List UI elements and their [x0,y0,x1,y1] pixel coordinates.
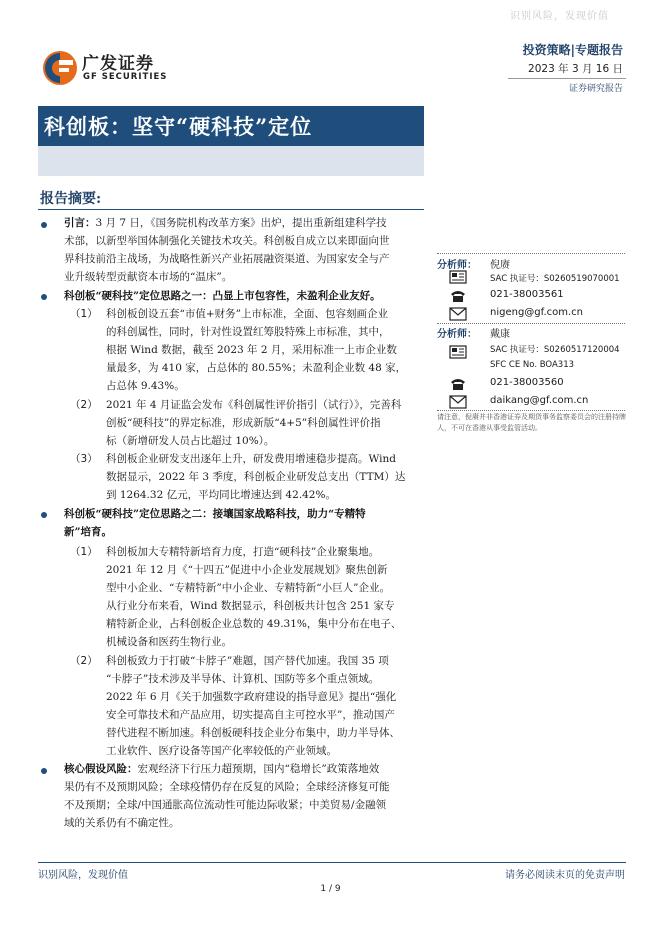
phone-icon [449,289,467,303]
bullet-icon [41,222,47,228]
summary-divider [38,209,424,210]
section2-item-1: 科创板加大专精特新培育力度，打造“硬科技”企业聚集地。 2021 年 12 月《“十四五”促进中小企业发展规划》聚焦创新 型中小企业、“专精特新”中小企业、专精特新“小巨人”企业。 从行业分布来看，Wind 数据显示，科创板共计包含 251 家专 精特新企业，占科创板企业总数的 49.31%，集中分布在电子、 机械设备和医药生物行业。 [106,546,402,648]
footer-slogan: 识别风险，发现价值 [38,870,128,881]
risk-paragraph: 核心假设风险：宏观经济下行压力超预期，国内“稳增长”政策落地效 果仍有不及预期风险；全球疫情仍存在反复的风险；全球经济修复可能 不及预期；全球/中国通胀高位流动性可能边际收紧；中美贸易/金融领 域的关系仍有不确定性。 [64,763,390,829]
item-number: （2） [70,655,98,667]
section2-heading: 科创板“硬科技”定位思路之二：接壤国家战略科技，助力“专精特 新”培育。 [64,508,366,538]
section2-item-2: 科创板致力于打破“卡脖子”难题，国产替代加速。我国 35 项 “卡脖子”技术涉及半导体、计算机、国防等多个重点领域。 2022 年 6 月《关于加强数字政府建设的指导意见》提出“强化 安全可靠技术和产品应用，切实提高自主可控水平”，推动国产 替代进程不断加速。科创板硬科技企业分布集中，助力半导体、 工业软件、医疗设备等国产化率较低的产业领域。 [106,655,400,757]
gf-logo-icon [42,50,78,86]
report-date: 2023 年 3 月 16 日 [528,63,623,75]
section1-heading: 科创板“硬科技”定位思路之一：凸显上市包容性，未盈利企业友好。 [64,290,381,302]
intro-line: 业升级转型贡献资本市场的“温床”。 [64,271,233,283]
page-number: 1 / 9 [320,884,341,894]
analyst-sac-number: SAC 执证号：S0260519070001 [490,274,620,284]
intro-line: 术部，以新型举国体制强化关键技术攻关。科创板自成立以来即面向世 [64,235,390,247]
analyst-email[interactable]: daikang@gf.com.cn [490,395,589,406]
analyst-label: 分析师： [437,260,477,271]
email-icon [449,307,467,321]
item-number: （2） [70,399,98,411]
section1-item-3: 科创板企业研发支出逐年上升，研发费用增速稳步提高。Wind 数据显示，2022 年 3 季度，科创板企业研发总支出（TTM）达 到 1264.32 亿元，平均同比增速达到 42.42%。 [106,453,406,501]
intro-line: 3 月 7 日，《国务院机构改革方案》出炉，提出重新组建科学技 [95,217,387,229]
item-number: （1） [70,546,98,558]
title-banner [38,106,424,146]
footer-disclaimer-link[interactable]: 请务必阅读末页的免责声明 [505,870,625,881]
section1-item-1: 科创板创设五套“市值+财务”上市标准，全面、包容刻画企业 的科创属性，同时，针对性设置红筹股特殊上市标准，其中， 根据 Wind 数据，截至 2023 年 2 月，采用标准一上市企业数 量最多，为 410 家，占总体的 80.55%；未盈利企业数 48 家， 占总体 9.43%。 [106,308,407,392]
analyst-phone: 021-38003561 [490,289,564,300]
watermark-text: 识别风险，发现价值 [510,11,609,22]
bullet-icon [41,512,47,518]
logo-chinese-name: 广发证券 [82,54,154,74]
item-number: （3） [70,453,98,465]
summary-heading: 报告摘要: [40,191,102,207]
phone-icon [449,377,467,391]
email-icon [449,395,467,409]
logo-english-name: GF SECURITIES [83,72,168,82]
department-label: 证券研究报告 [568,84,623,94]
intro-line: 界科技前沿主战场，为战略性新兴产业拓展融资渠道、为国家安全与产 [64,253,390,265]
intro-paragraph [64,214,424,286]
bullet-icon [41,768,47,774]
subtitle-band [38,146,424,176]
item-number: （1） [70,308,98,320]
report-type: 投资策略|专题报告 [522,43,623,57]
analyst-email[interactable]: nigeng@gf.com.cn [490,307,583,318]
bullet-icon [41,294,47,300]
footer-divider [38,862,626,863]
company-logo [42,50,192,90]
analyst-name: 戴康 [490,329,510,340]
analyst-disclaimer-note: 请注意，倪赓并非香港证券及期货事务监察委员会的注册持牌人，不可在香港从事受监管活动。 [437,413,626,432]
certificate-icon [449,345,467,359]
risk-label: 核心假设风险： [64,763,138,775]
analyst-sac-number: SAC 执证号：S0260517120004 [490,345,620,355]
analyst-name: 倪赓 [490,260,510,271]
sidebar-divider [437,253,625,254]
sidebar-divider [437,323,625,324]
header-divider [508,78,626,79]
certificate-icon [449,270,467,284]
intro-label: 引言： [64,217,96,229]
analyst-label: 分析师： [437,329,477,340]
analyst-phone: 021-38003560 [490,377,564,388]
section1-item-2: 2021 年 4 月证监会发布《科创属性评价指引（试行）》，完善科 创板“硬科技”的界定标准，形成新版“4+5”科创属性评价指 标（新增研发人员占比超过 10%）。 [106,399,402,447]
analyst-sfc-number: SFC CE No. BOA313 [490,360,575,370]
sidebar-divider [437,410,625,411]
report-title: 科创板：坚守“硬科技”定位 [44,114,313,139]
